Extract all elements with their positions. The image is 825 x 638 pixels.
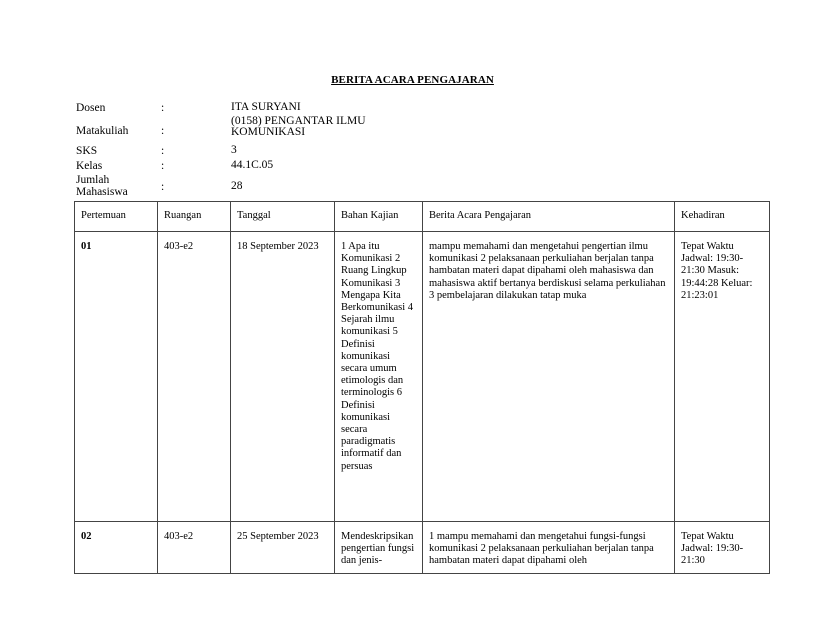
info-value: (0158) PENGANTAR ILMU KOMUNIKASI [231, 115, 366, 138]
cell-pertemuan: 02 [75, 522, 158, 574]
cell-kehadiran: Tepat Waktu Jadwal: 19:30-21:30 Masuk: 19:44:28 Keluar: 21:23:01 [675, 232, 770, 522]
info-colon: : [161, 102, 165, 114]
table-header-row [75, 202, 770, 232]
info-value: ITA SURYANI [231, 101, 301, 113]
header-berita-acara: Berita Acara Pengajaran [423, 202, 675, 232]
info-colon: : [161, 160, 165, 172]
info-label: Matakuliah [76, 125, 129, 137]
info-value: 44.1C.05 [231, 159, 274, 171]
document-title: BERITA ACARA PENGAJARAN [331, 74, 494, 86]
info-value: 28 [231, 180, 243, 192]
info-colon: : [161, 181, 165, 193]
cell-berita-acara: 1 mampu memahami dan mengetahui fungsi-fungsi komunikasi 2 pelaksanaan perkuliahan berjalan tanpa hambatan materi dapat dipahami oleh [423, 522, 675, 574]
cell-ruangan: 403-e2 [158, 522, 231, 574]
info-label: Jumlah Mahasiswa [76, 174, 128, 198]
attendance-table [74, 201, 770, 574]
cell-pertemuan: 01 [75, 232, 158, 522]
table-row [75, 232, 770, 522]
cell-ruangan: 403-e2 [158, 232, 231, 522]
cell-tanggal: 25 September 2023 [231, 522, 335, 574]
cell-bahan-kajian: Mendeskripsikan pengertian fungsi dan jenis- [335, 522, 423, 574]
info-label: Dosen [76, 102, 106, 114]
header-tanggal: Tanggal [231, 202, 335, 232]
cell-tanggal: 18 September 2023 [231, 232, 335, 522]
header-pertemuan: Pertemuan [75, 202, 158, 232]
info-value: 3 [231, 144, 237, 156]
info-colon: : [161, 145, 165, 157]
table-row [75, 522, 770, 574]
info-colon: : [161, 125, 165, 137]
cell-berita-acara: mampu memahami dan mengetahui pengertian ilmu komunikasi 2 pelaksanaan perkuliahan berjalan tanpa hambatan materi dapat dipahami oleh mahasiswa dan mahasiswa aktif bertanya berdiskusi selama perkuliahan 3 pembelajaran dilakukan tatap muka [423, 232, 675, 522]
cell-bahan-kajian: 1 Apa itu Komunikasi 2 Ruang Lingkup Komunikasi 3 Mengapa Kita Berkomunikasi 4 Sejarah ilmu komunikasi 5 Definisi komunikasi secara umum etimologis dan terminologis 6 Definisi komunikasi secara paradigmatis informatif dan persuas [335, 232, 423, 522]
info-label: SKS [76, 145, 98, 157]
info-label: Kelas [76, 160, 103, 172]
header-bahan-kajian: Bahan Kajian [335, 202, 423, 232]
cell-kehadiran: Tepat Waktu Jadwal: 19:30-21:30 [675, 522, 770, 574]
header-ruangan: Ruangan [158, 202, 231, 232]
header-kehadiran: Kehadiran [675, 202, 770, 232]
